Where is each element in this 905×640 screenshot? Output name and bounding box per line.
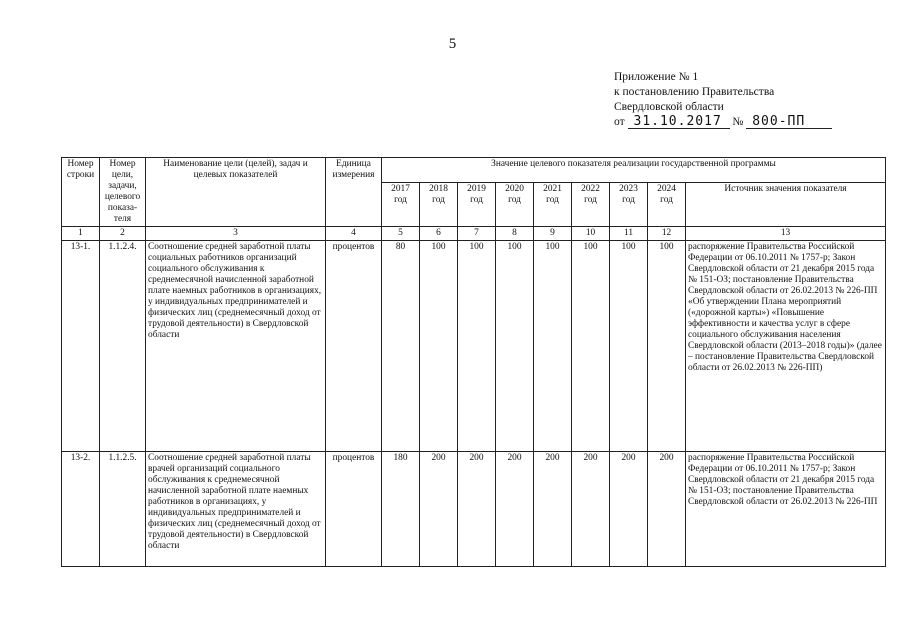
value-cell: 200	[496, 452, 534, 567]
header-year: 2023 год	[610, 182, 648, 226]
appendix-block	[614, 70, 832, 130]
value-cell: 200	[610, 452, 648, 567]
header-year: 2018 год	[420, 182, 458, 226]
column-number: 2	[100, 227, 146, 241]
column-number: 13	[686, 227, 886, 241]
value-cell: 200	[534, 452, 572, 567]
value-cell: 200	[458, 452, 496, 567]
value-cell: 200	[572, 452, 610, 567]
header-year: 2019 год	[458, 182, 496, 226]
page-number: 5	[448, 36, 457, 52]
appendix-from: от	[614, 116, 625, 128]
appendix-line-2: к постановлению Правительства	[614, 86, 775, 98]
column-number: 12	[648, 227, 686, 241]
appendix-no: №	[732, 116, 744, 128]
column-number: 8	[496, 227, 534, 241]
unit-cell: процентов	[326, 452, 382, 567]
column-number: 9	[534, 227, 572, 241]
appendix-number: 800-ПП	[746, 115, 832, 129]
indicators-table	[61, 157, 886, 567]
column-number: 6	[420, 227, 458, 241]
source-cell: распоряжение Правительства Российской Федерации от 06.10.2011 № 1757-р; Закон Свердловской области от 21 декабря 2015 года № 151-ОЗ; постановление Правительства Свердловской области от 26.02.2013 № 226-ПП	[686, 452, 886, 567]
header-row-no: Номер строки	[62, 158, 100, 227]
value-cell: 100	[610, 241, 648, 452]
appendix-date-line	[614, 115, 832, 130]
header-goal-no: Номер цели, задачи, целевого показа-теля	[100, 158, 146, 227]
value-cell: 100	[572, 241, 610, 452]
header-source: Источник значения показателя	[686, 182, 886, 226]
value-cell: 200	[420, 452, 458, 567]
value-cell: 180	[382, 452, 420, 567]
row-number: 13-2.	[62, 452, 100, 567]
header-name: Наименование цели (целей), задач и целевых показателей	[146, 158, 326, 227]
value-cell: 100	[496, 241, 534, 452]
header-year: 2020 год	[496, 182, 534, 226]
table-row	[62, 241, 886, 452]
appendix-line-3: Свердловской области	[614, 101, 724, 113]
value-cell: 100	[420, 241, 458, 452]
column-number: 5	[382, 227, 420, 241]
value-cell: 100	[534, 241, 572, 452]
column-number: 1	[62, 227, 100, 241]
goal-number: 1.1.2.5.	[100, 452, 146, 567]
appendix-line-1: Приложение № 1	[614, 71, 699, 83]
header-unit: Единица измерения	[326, 158, 382, 227]
header-values-group: Значение целевого показателя реализации государственной программы	[382, 158, 886, 183]
header-year: 2021 год	[534, 182, 572, 226]
goal-number: 1.1.2.4.	[100, 241, 146, 452]
row-number: 13-1.	[62, 241, 100, 452]
table-row	[62, 452, 886, 567]
value-cell: 100	[458, 241, 496, 452]
header-row-1	[62, 158, 886, 183]
column-number: 7	[458, 227, 496, 241]
appendix-date: 31.10.2017	[628, 115, 730, 129]
value-cell: 80	[382, 241, 420, 452]
unit-cell: процентов	[326, 241, 382, 452]
source-cell: распоряжение Правительства Российской Федерации от 06.10.2011 № 1757-р; Закон Свердловской области от 21 декабря 2015 года № 151-ОЗ; постановление Правительства Свердловской области от 26.02.2013 № 226-ПП «Об утверждении Плана мероприятий («дорожной карты») «Повышение эффективности и качества услуг в сфере социального обслуживания населения Свердловской области (2013–2018 годы)» (далее – постановление Правительства Свердловской области от 26.02.2013 № 226-ПП)	[686, 241, 886, 452]
column-number: 10	[572, 227, 610, 241]
value-cell: 200	[648, 452, 686, 567]
column-numbers-row	[62, 227, 886, 241]
indicator-name: Соотношение средней заработной платы врачей организаций социального обслуживания к среднемесячной начисленной заработной плате наемных работников в организациях, у индивидуальных предпринимателей и физических лиц (среднемесячный доход от трудовой деятельности) в Свердловской области	[146, 452, 326, 567]
header-year: 2017 год	[382, 182, 420, 226]
column-number: 4	[326, 227, 382, 241]
indicator-name: Соотношение средней заработной платы социальных работников организаций социального обслуживания к среднемесячной начисленной заработной плате наемных работников в организациях, у индивидуальных предпринимателей и физических лиц (среднемесячный доход от трудовой деятельности) в Свердловской области	[146, 241, 326, 452]
header-year: 2024 год	[648, 182, 686, 226]
column-number: 3	[146, 227, 326, 241]
value-cell: 100	[648, 241, 686, 452]
header-year: 2022 год	[572, 182, 610, 226]
column-number: 11	[610, 227, 648, 241]
